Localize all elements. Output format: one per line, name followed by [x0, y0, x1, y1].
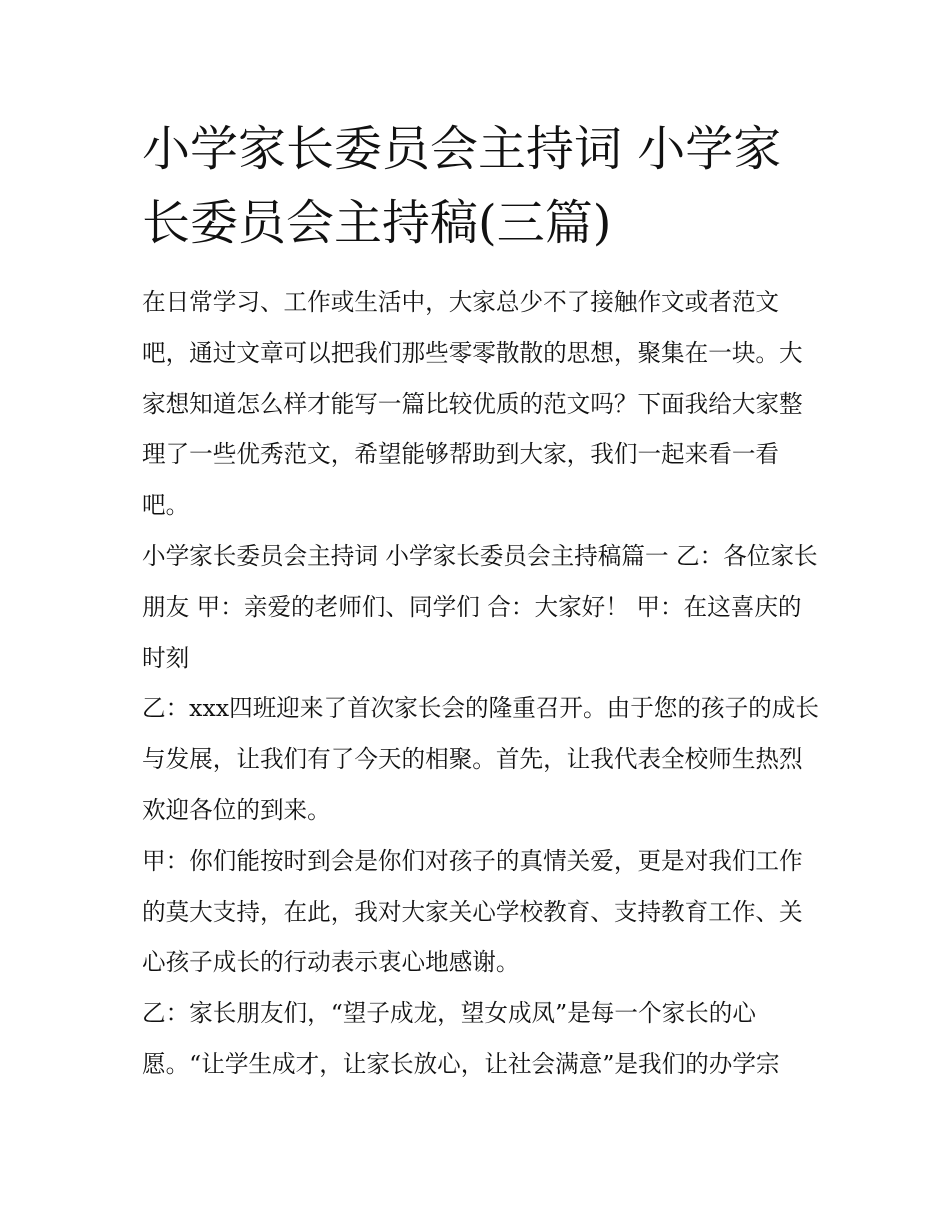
paragraph-intro: 在日常学习、工作或生活中，大家总少不了接触作文或者范文吧，通过文章可以把我们那些零零散散的思想，聚集在一块。大家想知道怎么样才能写一篇比较优质的范文吗？下面我给大家整理了一些优秀范文，希望能够帮助到大家，我们一起来看一看吧。 — [142, 288, 803, 520]
document-title: 小学家长委员会主持词 小学家长委员会主持稿(三篇) — [142, 121, 782, 251]
paragraph-opening: 小学家长委员会主持词 小学家长委员会主持稿篇一 乙：各位家长朋友 甲：亲爱的老师们、同学们 合：大家好！ 甲：在这喜庆的时刻 — [142, 541, 818, 672]
document-body — [142, 277, 822, 1090]
paragraph-yi-welcome: 乙：xxx四班迎来了首次家长会的隆重召开。由于您的孩子的成长与发展，让我们有了今天的相聚。首先，让我代表全校师生热烈欢迎各位的到来。 — [142, 694, 819, 824]
paragraph-yi-wish: 乙：家长朋友们，“望子成龙，望女成凤”是每一个家长的心愿。“让学生成才，让家长放心，让社会满意”是我们的办学宗 — [142, 999, 780, 1078]
paragraph-jia-thanks: 甲：你们能按时到会是你们对孩子的真情关爱，更是对我们工作的莫大支持，在此，我对大家关心学校教育、支持教育工作、关心孩子成长的行动表示衷心地感谢。 — [142, 846, 803, 977]
